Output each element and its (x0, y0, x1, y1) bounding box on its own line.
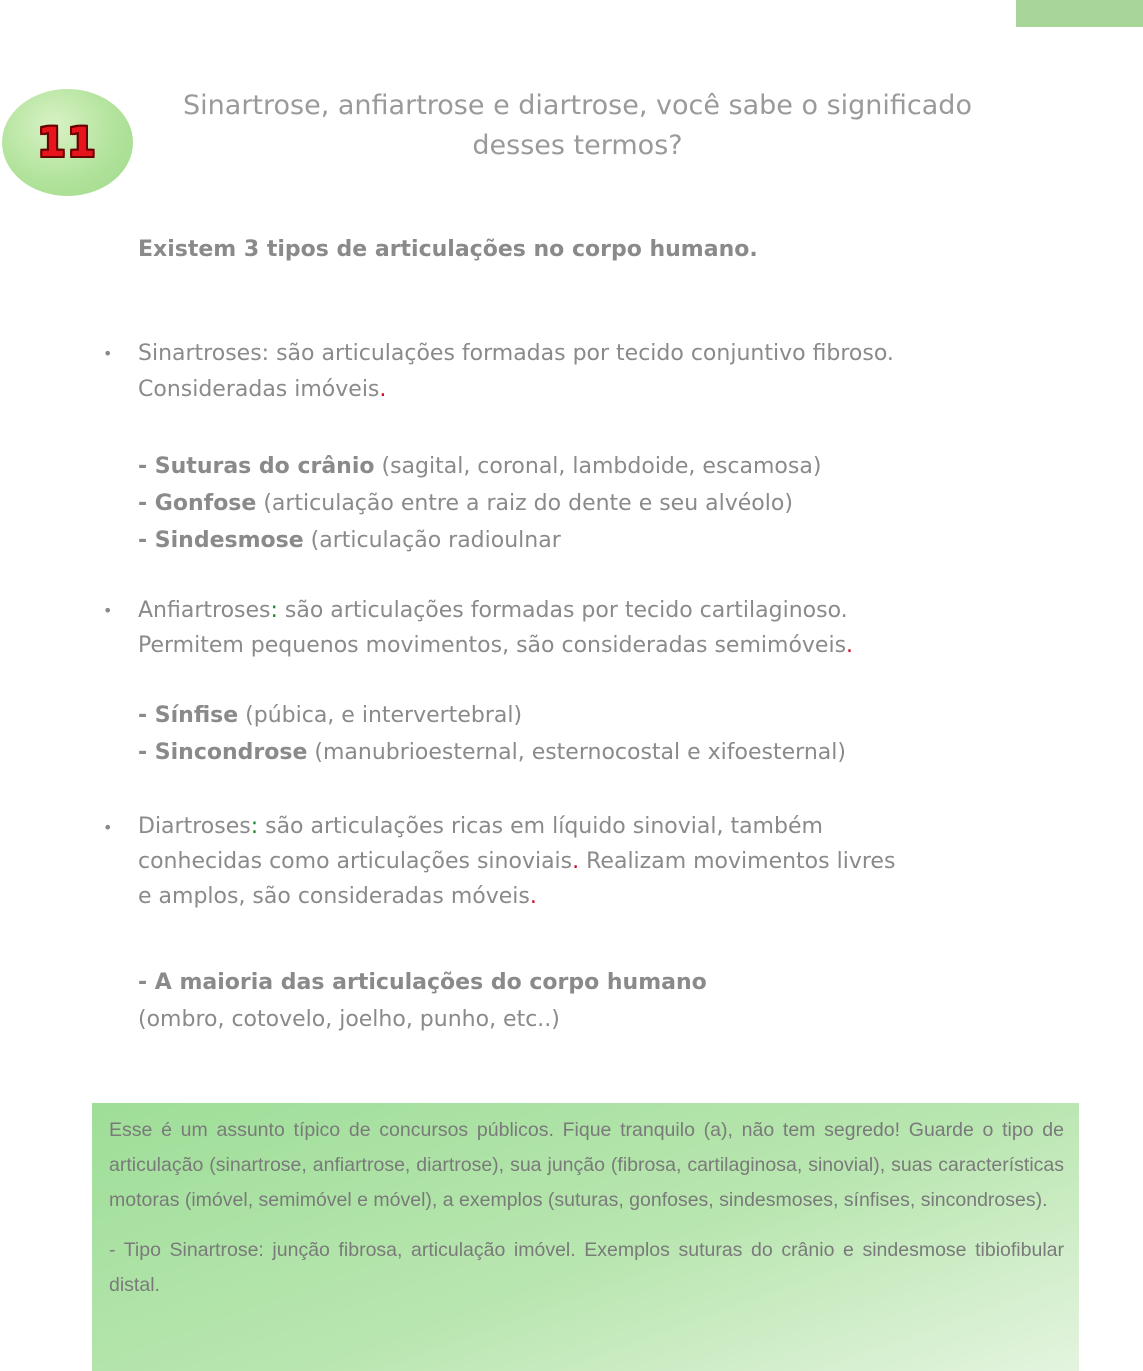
section-description-line2-rest: Realizam movimentos livres (579, 849, 896, 874)
sinartroses-examples (138, 448, 1018, 559)
section-sinartroses (138, 336, 998, 408)
example-name: - Gonfose (138, 491, 257, 516)
example-detail: (articulação radioulnar (303, 528, 561, 553)
page-title (150, 86, 1005, 166)
tip-paragraph-2: - Tipo Sinartrose: junção fibrosa, articulação imóvel. Exemplos suturas do crânio e sindesmose tibiofibular distal. (109, 1239, 1064, 1296)
bullet-marker: • (103, 344, 113, 363)
red-period: . (846, 633, 854, 658)
green-colon: : (250, 814, 259, 839)
example-name: - Suturas do crânio (138, 454, 375, 479)
section-term: Anfiartroses (138, 598, 271, 623)
bullet-marker: • (103, 818, 113, 837)
intro-text: Existem 3 tipos de articulações no corpo humano. (138, 237, 758, 262)
corner-tab (1016, 0, 1143, 27)
section-description: são articulações formadas por tecido cartilaginoso. (277, 598, 848, 623)
example-name: - Sincondrose (138, 740, 308, 765)
tip-box (92, 1103, 1079, 1371)
example-name: - Sindesmose (138, 528, 304, 553)
chapter-number: 11 (37, 119, 98, 166)
green-colon: : (270, 598, 278, 623)
section-diartroses (138, 809, 998, 914)
anfiartroses-examples (138, 697, 1018, 771)
example-detail: (sagital, coronal, lambdoide, escamosa) (374, 454, 822, 479)
bullet-marker: • (103, 601, 113, 620)
section-term: Diartroses (138, 814, 251, 839)
example-detail: (articulação entre a raiz do dente e seu alvéolo) (256, 491, 793, 516)
tip-paragraph-1: Esse é um assunto típico de concursos públicos. Fique tranquilo (a), não tem segredo! Guarde o tipo de articulação (sinartrose, anfiartrose, diartrose), sua junção (fibrosa, cartilaginosa, sinovial), suas características motoras (imóvel, semimóvel e móvel), a exemplos (suturas, gonfoses, sindesmoses, sínfises, sincondroses). (109, 1119, 1064, 1211)
section-anfiartroses (138, 593, 998, 663)
section-description: são articulações ricas em líquido sinovial, também (258, 814, 823, 839)
example-name: - A maioria das articulações do corpo humano (138, 970, 707, 995)
diartroses-examples (138, 964, 1018, 1038)
example-detail: (púbica, e intervertebral) (238, 703, 523, 728)
red-period: . (572, 849, 580, 874)
title-line-1: Sinartrose, anfiartrose e diartrose, você sabe o significado (183, 90, 972, 121)
section-description-line2: Permitem pequenos movimentos, são consideradas semimóveis (138, 633, 847, 658)
section-separator: : (261, 341, 270, 366)
chapter-badge (2, 89, 133, 196)
title-line-2: desses termos? (472, 130, 683, 161)
example-detail: (manubrioesternal, esternocostal e xifoesternal) (307, 740, 846, 765)
section-description-line2: Consideradas imóveis (138, 377, 380, 402)
section-description-line2: conhecidas como articulações sinoviais (138, 849, 573, 874)
section-description-line3: e amplos, são consideradas móveis (138, 884, 530, 909)
section-term: Sinartroses (138, 341, 262, 366)
red-period: . (379, 377, 387, 402)
red-period: . (529, 884, 537, 909)
section-description: são articulações formadas por tecido conjuntivo fibroso. (269, 341, 894, 366)
example-detail: (ombro, cotovelo, joelho, punho, etc..) (138, 1007, 560, 1032)
example-name: - Sínfise (138, 703, 239, 728)
